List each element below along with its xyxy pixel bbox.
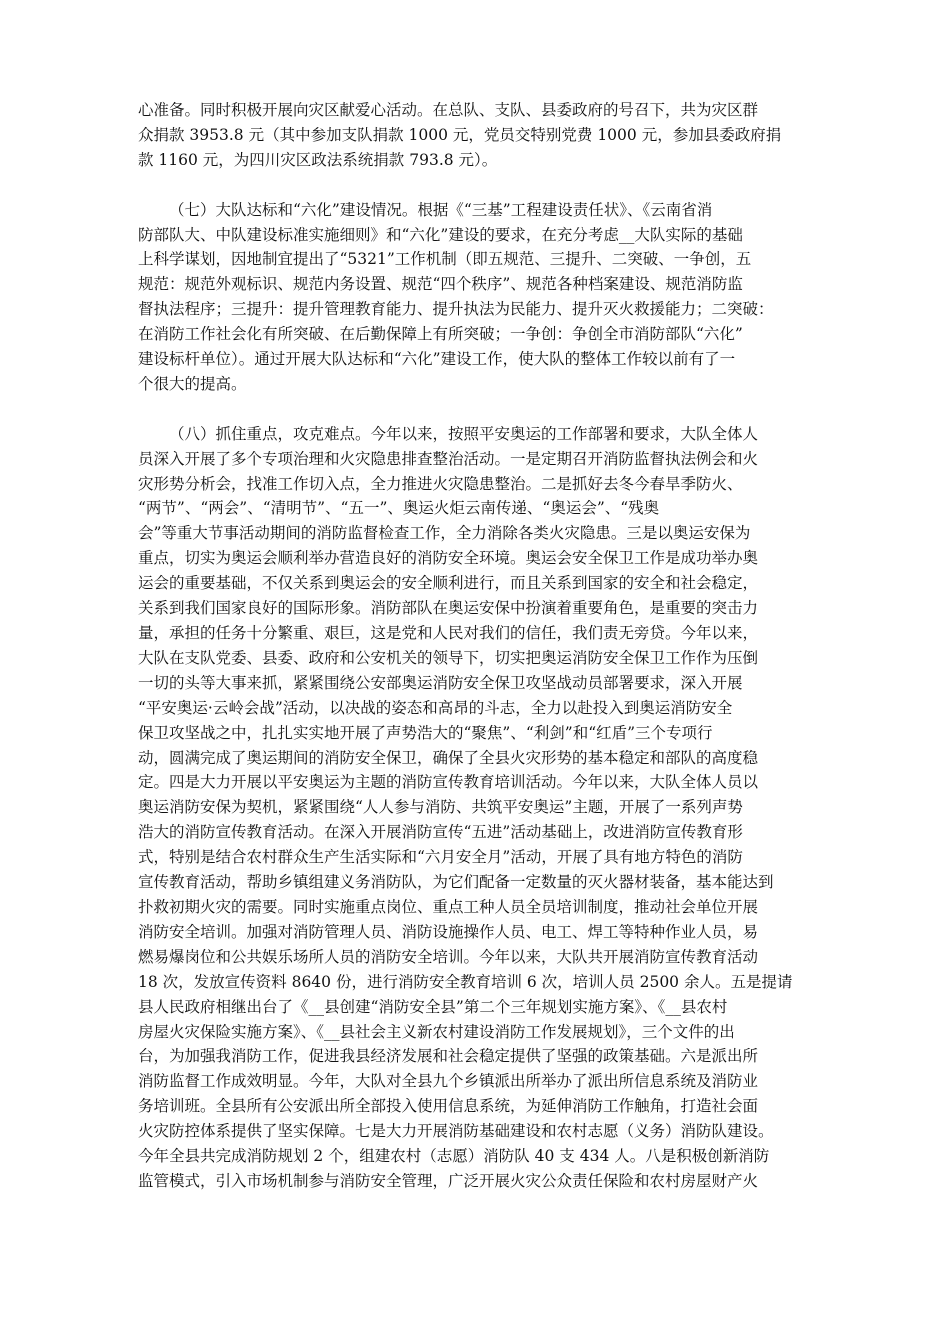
text-line: 一切的头等大事来抓，紧紧围绕公安部奥运消防安全保卫攻坚战动员部署要求，深入开展 — [138, 673, 743, 692]
text-line: 今年全县共完成消防规划 2 个，组建农村（志愿）消防队 40 支 434 人。八是积极创新消防 — [138, 1147, 770, 1166]
text-line: 建设标杆单位）。通过开展大队达标和“六化”建设工作，使大队的整体工作较以前有了一 — [138, 350, 736, 369]
text-line: 规范：规范外观标识、规范内务设置、规范“四个秩序”、规范各种档案建设、规范消防监 — [138, 275, 743, 294]
text-line: 个很大的提高。 — [138, 374, 247, 393]
text-line: 量，承担的任务十分繁重、艰巨，这是党和人民对我们的信任，我们责无旁贷。今年以来， — [138, 624, 759, 642]
text-line: 定。四是大力开展以平安奥运为主题的消防宣传教育培训活动。今年以来，大队全体人员以 — [138, 773, 759, 792]
paragraph-gap — [138, 397, 816, 422]
text-line: 浩大的消防宣传教育活动。在深入开展消防宣传“五进”活动基础上，改进消防宣传教育形 — [138, 823, 743, 842]
text-line: 心准备。同时积极开展向灾区献爱心活动。在总队、支队、县委政府的号召下，共为灾区群 — [138, 101, 759, 119]
text-line: “平安奥运·云岭会战”活动，以决战的姿态和高昂的斗志，全力以赴投入到奥运消防安全 — [138, 698, 733, 717]
text-line: 消防安全培训。加强对消防管理人员、消防设施操作人员、电工、焊工等特种作业人员，易 — [138, 922, 759, 941]
text-line: 18 次，发放宣传资料 8640 份，进行消防安全教育培训 6 次，培训人员 2500 余人。五是提请 — [138, 972, 793, 991]
text-line: 督执法程序；三提升：提升管理教育能力、提升执法为民能力、提升灭火救援能力；二突破： — [138, 300, 774, 319]
text-line: 众捐款 3953.8 元（其中参加支队捐款 1000 元，党员交特别党费 1000 元，参加县委政府捐 — [138, 125, 782, 144]
text-line: 房屋火灾保险实施方案》、《__县社会主义新农村建设消防工作发展规划》，三个文件的出 — [138, 1022, 735, 1041]
text-line: 上科学谋划，因地制宜提出了“5321”工作机制（即五规范、三提升、二突破、一争创，五 — [138, 250, 752, 269]
paragraph-section-7 — [138, 198, 816, 397]
text-line: （七）大队达标和“六化”建设情况。根据《“三基”工程建设责任状》、《云南省消 — [169, 200, 713, 219]
text-line: 款 1160 元，为四川灾区政法系统捐款 793.8 元）。 — [138, 150, 498, 169]
paragraph-continuation — [138, 98, 816, 173]
text-line: 奥运消防安保为契机，紧紧围绕“人人参与消防、共筑平安奥运”主题，开展了一系列声势 — [138, 798, 743, 817]
text-line: 消防监督工作成效明显。今年，大队对全县九个乡镇派出所举办了派出所信息系统及消防业 — [138, 1072, 759, 1091]
text-line: 监管模式，引入市场机制参与消防安全管理，广泛开展火灾公众责任保险和农村房屋财产火 — [138, 1171, 759, 1190]
text-line: 运会的重要基础，不仅关系到奥运会的安全顺利进行，而且关系到国家的安全和社会稳定， — [138, 574, 759, 593]
text-line: “两节”、“两会”、“清明节”、“五一”、奥运火炬云南传递、“奥运会”、“残奥 — [138, 499, 660, 518]
text-line: 员深入开展了多个专项治理和火灾隐患排查整治活动。一是定期召开消防监督执法例会和火 — [138, 449, 759, 468]
text-line: 大队在支队党委、县委、政府和公安机关的领导下，切实把奥运消防安全保卫工作作为压倒 — [138, 648, 759, 667]
text-line: 火灾防控体系提供了坚实保障。七是大力开展消防基础建设和农村志愿（义务）消防队建设。 — [138, 1122, 774, 1141]
text-line: 灾形势分析会，找准工作切入点，全力推进火灾隐患整治。二是抓好去冬今春旱季防火、 — [138, 474, 743, 493]
text-line: 防部队大、中队建设标准实施细则》和“六化”建设的要求，在充分考虑__大队实际的基础 — [138, 225, 743, 244]
text-line: 燃易爆岗位和公共娱乐场所人员的消防安全培训。今年以来，大队共开展消防宣传教育活动 — [138, 947, 759, 966]
text-line: （八）抓住重点，攻克难点。今年以来，按照平安奥运的工作部署和要求，大队全体人 — [169, 424, 759, 443]
text-line: 宣传教育活动，帮助乡镇组建义务消防队，为它们配备一定数量的灭火器材装备，基本能达到 — [138, 873, 774, 892]
text-line: 会”等重大节事活动期间的消防监督检查工作，全力消除各类火灾隐患。三是以奥运安保为 — [138, 524, 751, 543]
paragraph-section-8 — [138, 422, 816, 1194]
text-line: 保卫攻坚战之中，扎扎实实地开展了声势浩大的“聚焦”、“利剑”和“红盾”三个专项行 — [138, 723, 713, 742]
text-line: 在消防工作社会化有所突破、在后勤保障上有所突破；一争创：争创全市消防部队“六化” — [138, 325, 743, 344]
text-line: 县人民政府相继出台了《__县创建“消防安全县”第二个三年规划实施方案》、《__县农村 — [138, 997, 728, 1016]
document-page — [138, 98, 816, 1194]
paragraph-gap — [138, 173, 816, 198]
text-line: 动，圆满完成了奥运期间的消防安全保卫，确保了全县火灾形势的基本稳定和部队的高度稳 — [138, 748, 759, 767]
text-line: 式，特别是结合农村群众生产生活实际和“六月安全月”活动，开展了具有地方特色的消防 — [138, 848, 743, 867]
text-line: 务培训班。全县所有公安派出所全部投入使用信息系统，为延伸消防工作触角，打造社会面 — [138, 1097, 759, 1116]
text-line: 关系到我们国家良好的国际形象。消防部队在奥运安保中扮演着重要角色，是重要的突击力 — [138, 599, 759, 618]
text-line: 扑救初期火灾的需要。同时实施重点岗位、重点工种人员全员培训制度，推动社会单位开展 — [138, 897, 759, 916]
text-line: 重点，切实为奥运会顺利举办营造良好的消防安全环境。奥运会安全保卫工作是成功举办奥 — [138, 549, 759, 568]
text-line: 台，为加强我消防工作，促进我县经济发展和社会稳定提供了坚强的政策基础。六是派出所 — [138, 1047, 759, 1066]
